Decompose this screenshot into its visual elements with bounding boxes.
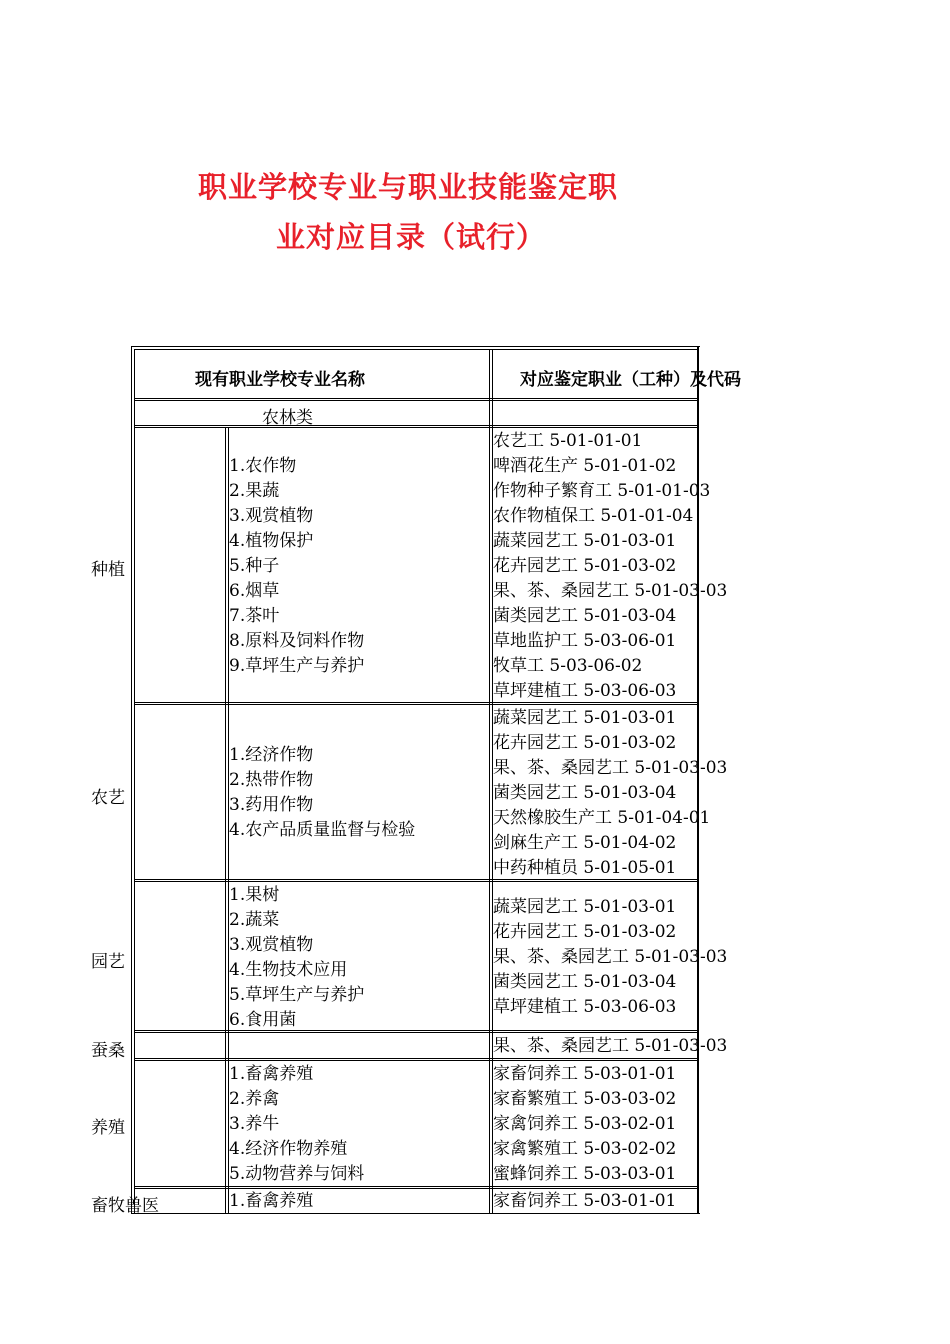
occupation-list <box>493 895 727 1020</box>
occupation-item: 花卉园艺工 5-01-03-02 <box>493 556 677 576</box>
occupation-item: 果、茶、桑园艺工 5-01-03-03 <box>493 947 728 967</box>
occupation-item: 草坪建植工 5-03-06-03 <box>493 997 677 1017</box>
category-label: 园艺 <box>91 952 125 972</box>
table-border-top-outer <box>131 346 700 347</box>
major-list <box>229 883 364 1033</box>
major-item: 7.茶叶 <box>229 606 280 626</box>
major-list <box>229 454 364 679</box>
occupation-item: 家畜繁殖工 5-03-03-02 <box>493 1089 677 1109</box>
major-item: 5.动物营养与饲料 <box>229 1164 365 1184</box>
header-occupation-code: 对应鉴定职业（工种）及代码 <box>520 370 741 390</box>
occupation-item: 农作物植保工 5-01-01-04 <box>493 506 694 526</box>
occupation-item: 菌类园艺工 5-01-03-04 <box>493 606 677 626</box>
occupation-item: 蔬菜园艺工 5-01-03-01 <box>493 531 677 551</box>
major-item: 3.观赏植物 <box>229 935 314 955</box>
major-item: 1.经济作物 <box>229 745 314 765</box>
table-border-left-inner <box>134 349 135 1214</box>
major-item: 3.养牛 <box>229 1114 280 1134</box>
major-item: 4.生物技术应用 <box>229 960 348 980</box>
occupation-item: 家畜饲养工 5-03-01-01 <box>493 1191 677 1211</box>
occupation-item: 家禽饲养工 5-03-02-01 <box>493 1114 677 1134</box>
occupation-item: 菌类园艺工 5-01-03-04 <box>493 783 677 803</box>
occupation-item: 家畜饲养工 5-03-01-01 <box>493 1064 677 1084</box>
occupation-item: 牧草工 5-03-06-02 <box>493 656 643 676</box>
occupation-item: 花卉园艺工 5-01-03-02 <box>493 733 677 753</box>
major-item: 5.种子 <box>229 556 280 576</box>
major-item: 4.农产品质量监督与检验 <box>229 820 416 840</box>
row-divider-group-inner <box>134 427 698 428</box>
major-item: 2.蔬菜 <box>229 910 280 930</box>
occupation-list <box>493 1062 676 1187</box>
occupation-item: 花卉园艺工 5-01-03-02 <box>493 922 677 942</box>
document-title-line2: 业对应目录（试行） <box>276 220 547 254</box>
major-item: 6.烟草 <box>229 581 280 601</box>
column-divider-right <box>489 349 490 1214</box>
major-item: 3.药用作物 <box>229 795 314 815</box>
occupation-list <box>493 429 727 704</box>
row-divider-2-inner <box>134 881 698 882</box>
major-list <box>229 1062 364 1187</box>
occupation-list <box>493 706 727 881</box>
occupation-item: 家禽繁殖工 5-03-02-02 <box>493 1139 677 1159</box>
category-label: 种植 <box>91 560 125 580</box>
major-item: 1.畜禽养殖 <box>229 1064 314 1084</box>
occupation-item: 果、茶、桑园艺工 5-01-03-03 <box>493 758 728 778</box>
column-divider-left <box>225 427 226 1214</box>
header-major-name: 现有职业学校专业名称 <box>195 370 365 390</box>
occupation-item: 农艺工 5-01-01-01 <box>493 431 643 451</box>
occupation-item: 菌类园艺工 5-01-03-04 <box>493 972 677 992</box>
document-title-line1: 职业学校专业与职业技能鉴定职 <box>198 170 619 204</box>
category-label: 养殖 <box>91 1118 125 1138</box>
major-item: 8.原料及饲料作物 <box>229 631 365 651</box>
occupation-item: 草地监护工 5-03-06-01 <box>493 631 677 651</box>
major-item: 2.果蔬 <box>229 481 280 501</box>
group-label: 农林类 <box>262 408 313 428</box>
category-label: 农艺 <box>91 788 125 808</box>
row-divider-3 <box>134 1030 698 1031</box>
occupation-item: 果、茶、桑园艺工 5-01-03-03 <box>493 581 728 601</box>
major-item: 2.热带作物 <box>229 770 314 790</box>
table-border-top-inner <box>134 349 698 350</box>
row-divider-4-inner <box>134 1060 698 1061</box>
occupation-list <box>493 1189 676 1214</box>
major-item: 1.畜禽养殖 <box>229 1191 314 1211</box>
major-item: 5.草坪生产与养护 <box>229 985 365 1005</box>
major-item: 4.植物保护 <box>229 531 314 551</box>
category-label: 蚕桑 <box>91 1041 125 1061</box>
occupation-item: 蜜蜂饲养工 5-03-03-01 <box>493 1164 677 1184</box>
row-divider-header-inner <box>134 400 698 401</box>
occupation-item: 蔬菜园艺工 5-01-03-01 <box>493 708 677 728</box>
occupation-item: 天然橡胶生产工 5-01-04-01 <box>493 808 711 828</box>
major-item: 3.观赏植物 <box>229 506 314 526</box>
occupation-item: 草坪建植工 5-03-06-03 <box>493 681 677 701</box>
row-divider-header <box>134 398 698 399</box>
major-item: 4.经济作物养殖 <box>229 1139 348 1159</box>
major-item: 2.养禽 <box>229 1089 280 1109</box>
row-divider-1-inner <box>134 704 698 705</box>
occupation-list <box>493 1034 727 1059</box>
table-border-left-outer <box>131 346 132 1214</box>
occupation-item: 中药种植员 5-01-05-01 <box>493 858 677 878</box>
occupation-item: 作物种子繁育工 5-01-01-03 <box>493 481 711 501</box>
major-item: 9.草坪生产与养护 <box>229 656 365 676</box>
category-label: 畜牧兽医 <box>91 1196 159 1216</box>
occupation-item: 剑麻生产工 5-01-04-02 <box>493 833 677 853</box>
row-divider-group <box>134 425 698 426</box>
occupation-item: 果、茶、桑园艺工 5-01-03-03 <box>493 1036 728 1056</box>
major-item: 1.果树 <box>229 885 280 905</box>
major-item: 1.农作物 <box>229 456 297 476</box>
major-list <box>229 743 415 843</box>
row-divider-3-inner <box>134 1032 698 1033</box>
occupation-item: 蔬菜园艺工 5-01-03-01 <box>493 897 677 917</box>
occupation-item: 啤酒花生产 5-01-01-02 <box>493 456 677 476</box>
major-list <box>229 1189 313 1214</box>
major-item: 6.食用菌 <box>229 1010 297 1030</box>
